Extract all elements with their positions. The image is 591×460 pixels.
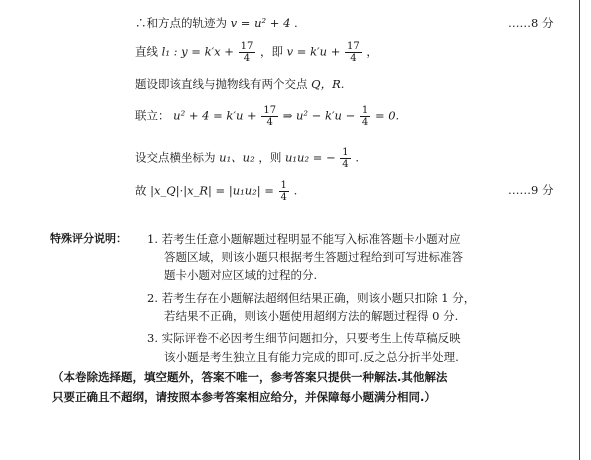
line5-math-a: u₁、u₂: [219, 150, 255, 165]
solution-line-5: [135, 147, 359, 170]
line6-math: |x_Q|·|x_R| = |u₁u₂| =: [150, 183, 274, 198]
fraction-denominator: 4: [350, 53, 357, 64]
line4-fraction: [261, 105, 278, 128]
line1-suffix: .: [294, 16, 298, 30]
note-3-line-2: 该小题是考生独立且有能力完成的即可.反之总分折半处理.: [164, 350, 459, 364]
line2-fraction: [239, 41, 256, 64]
fraction-numerator: 17: [263, 105, 277, 116]
fraction-denominator: 4: [361, 117, 369, 128]
line5-suffix: .: [355, 150, 359, 165]
note-1-line-3: 题卡小题对应区域的过程的分.: [164, 268, 318, 282]
footer-line-2: 只要正确且不超纲，请按照本参考答案相应给分，并保障每小题满分相同.）: [52, 390, 436, 404]
solution-line-2: [135, 41, 378, 64]
fraction-numerator: 1: [342, 147, 349, 158]
notes-heading: 特殊评分说明：: [50, 232, 127, 245]
page-right-border: [579, 0, 580, 460]
fraction-numerator: 1: [280, 180, 287, 191]
line2-fraction-2: [345, 41, 362, 64]
line5-prefix: 设交点横坐标为: [135, 150, 216, 165]
line5-fraction: [340, 147, 350, 170]
line2-math-a: l₁ : y = k′x +: [161, 44, 234, 59]
line4-math-c: = 0.: [374, 108, 400, 123]
line2-prefix: 直线: [135, 44, 158, 59]
fraction-denominator: 4: [342, 159, 349, 170]
note-3-line-1: 3. 实际评卷不必因考生细节问题扣分，只要考生上传草稿反映: [147, 331, 461, 345]
solution-line-1: [135, 16, 298, 30]
line4-fraction-2: [360, 105, 370, 128]
note-2-line-2: 若结果不正确，则该小题使用超纲方法的解题过程得 0 分.: [164, 309, 459, 323]
solution-line-3: [135, 77, 344, 91]
line2-mid: ，即: [259, 44, 283, 59]
note-1-line-2: 答题区域，则该小题只根据考生答题过程给到可写进标准答: [164, 250, 463, 264]
line1-prefix: ∴和方点的轨迹为: [135, 16, 227, 30]
score-9: ……9 分: [508, 183, 554, 197]
fraction-denominator: 4: [266, 117, 273, 128]
line4-math-b: ⇒ u² − k′u −: [282, 108, 356, 123]
line5-mid: ，则: [258, 150, 282, 165]
fraction-numerator: 17: [240, 41, 254, 52]
fraction-denominator: 4: [243, 53, 251, 64]
note-2-line-1: 2. 若考生存在小题解法超纲但结果正确，则该小题只扣除 1 分，: [147, 291, 476, 305]
fraction-numerator: 1: [361, 105, 369, 116]
line1-math: v = u² + 4: [230, 16, 291, 30]
line4-math-a: u² + 4 = k′u +: [173, 108, 257, 123]
footer-line-1: （本卷除选择题，填空题外，答案不唯一，参考答案只提供一种解法.其他解法: [52, 370, 448, 384]
line5-math-b: u₁u₂ = −: [285, 150, 336, 165]
solution-line-4: [135, 105, 399, 128]
score-8: ……8 分: [508, 16, 554, 30]
line2-math-b: v = k′u +: [286, 44, 341, 59]
solution-line-6: [135, 180, 297, 203]
line4-prefix: 联立：: [135, 108, 170, 123]
line3-text: 题设即该直线与抛物线有两个交点: [135, 77, 308, 91]
line6-suffix: .: [293, 183, 298, 198]
note-1-line-1: 1. 若考生任意小题解题过程明显不能写入标准答题卡小题对应: [147, 232, 461, 246]
fraction-numerator: 17: [347, 41, 360, 52]
line2-suffix: ，: [366, 44, 378, 59]
fraction-denominator: 4: [280, 192, 287, 203]
line3-math: Q，R.: [311, 77, 345, 91]
line6-prefix: 故: [135, 183, 147, 198]
line6-fraction: [279, 180, 289, 203]
